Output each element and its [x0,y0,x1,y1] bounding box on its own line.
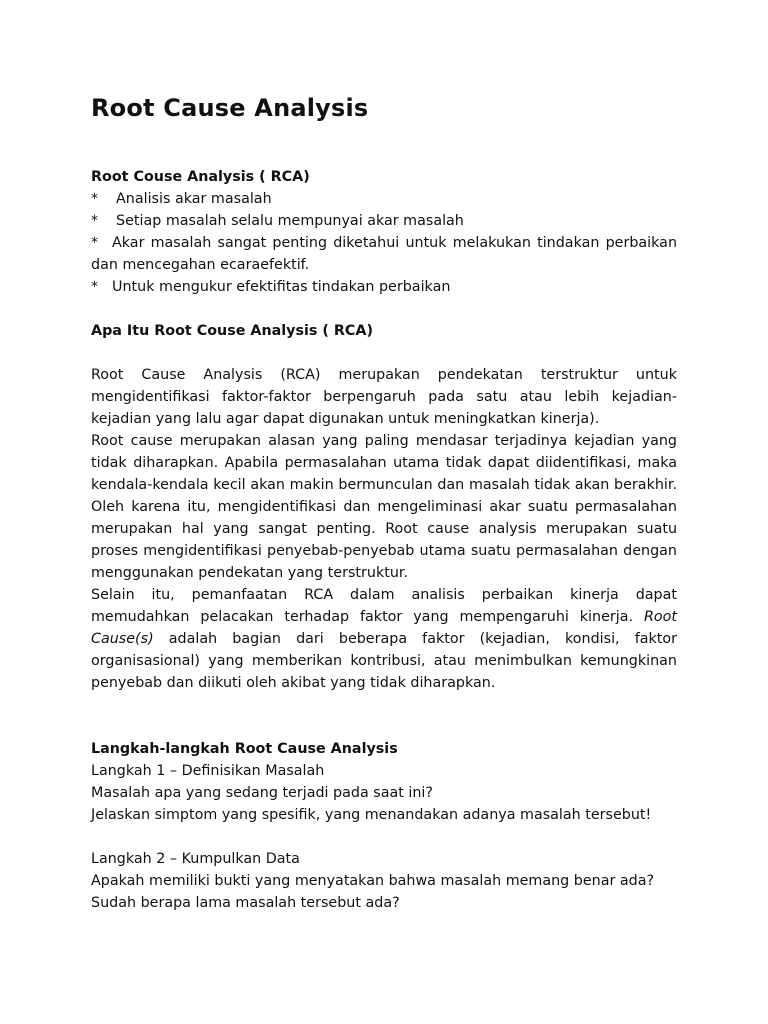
bullet-item [91,210,677,232]
bullet-mark: * [91,279,99,295]
bullet-item [91,276,677,298]
spacer [91,826,677,848]
paragraph [91,584,677,694]
bullet-text: Akar masalah sangat penting diketahui untuk melakukan tindakan perbaikan dan mencegahan ecaraefektif. [91,235,677,273]
document-body [91,166,677,914]
paragraph-italic-term: Root Cause(s) [91,609,677,647]
step-line: Jelaskan simptom yang spesifik, yang menandakan adanya masalah tersebut! [91,807,652,823]
paragraph: Root Cause Analysis (RCA) merupakan pendekatan terstruktur untuk mengidentifikasi faktor-faktor berpengaruh pada satu atau lebih kejadian-kejadian yang lalu agar dapat digunakan untuk meningkatkan kinerja). [91,367,677,427]
paragraph-text: adalah bagian dari beberapa faktor (kejadian, kondisi, faktor organisasional) yang memberikan kontribusi, atau menimbulkan kemungkinan penyebab dan diikuti oleh akibat yang tidak diharapkan. [91,631,677,691]
bullet-text: Untuk mengukur efektifitas tindakan perbaikan [112,279,451,295]
spacer [91,342,677,364]
step-title: Langkah 2 – Kumpulkan Data [91,851,300,867]
bullet-item [91,188,677,210]
spacer [91,694,677,738]
bullet-text: Setiap masalah selalu mempunyai akar masalah [116,213,464,229]
bullet-mark: * [91,235,99,251]
document-title: Root Cause Analysis [91,94,369,122]
section-heading-apa-itu-rca: Apa Itu Root Couse Analysis ( RCA) [91,323,373,339]
bullet-mark: * [91,191,99,207]
section-heading-langkah: Langkah-langkah Root Cause Analysis [91,741,398,757]
paragraph: Root cause merupakan alasan yang paling mendasar terjadinya kejadian yang tidak diharapkan. Apabila permasalahan utama tidak dapat diidentifikasi, maka kendala-kendala kecil akan makin bermunculan dan masalah tidak akan berakhir. Oleh karena itu, mengidentifikasi dan mengeliminasi akar suatu permasalahan merupakan hal yang sangat penting. Root cause analysis merupakan suatu proses mengidentifikasi penyebab-penyebab utama suatu permasalahan dengan menggunakan pendekatan yang terstruktur. [91,433,677,581]
bullet-item [91,232,677,276]
spacer [91,298,677,320]
bullet-text: Analisis akar masalah [116,191,272,207]
step-title: Langkah 1 – Definisikan Masalah [91,763,325,779]
step-line: Masalah apa yang sedang terjadi pada saat ini? [91,785,433,801]
section-heading-rca: Root Couse Analysis ( RCA) [91,169,310,185]
bullet-mark: * [91,213,99,229]
step-line: Sudah berapa lama masalah tersebut ada? [91,895,400,911]
paragraph-text: Selain itu, pemanfaatan RCA dalam analisis perbaikan kinerja dapat memudahkan pelacakan terhadap faktor yang mempengaruhi kinerja. [91,587,677,625]
step-line: Apakah memiliki bukti yang menyatakan bahwa masalah memang benar ada? [91,873,655,889]
